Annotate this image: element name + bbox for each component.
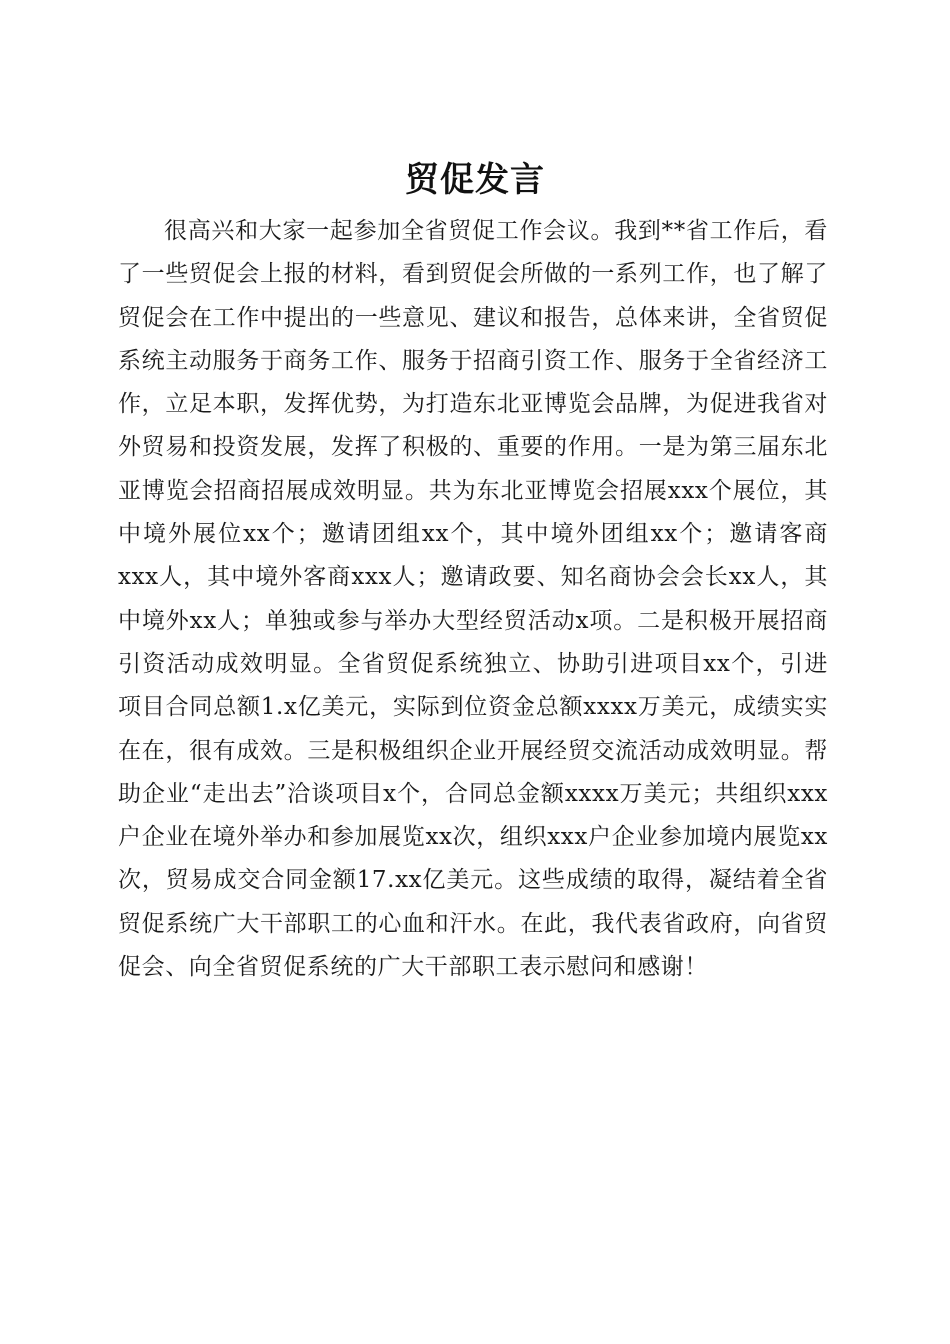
page-title: 贸促发言 <box>405 159 545 200</box>
body-paragraph: 很高兴和大家一起参加全省贸促工作会议。我到**省工作后，看了一些贸促会上报的材料，看到贸促会所做的一系列工作，也了解了贸促会在工作中提出的一些意见、建议和报告，总体来讲，全省贸促系统主动服务于商务工作、服务于招商引资工作、服务于全省经济工作，立足本职，发挥优势，为打造东北亚博览会品牌，为促进我省对外贸易和投资发展，发挥了积极的、重要的作用。一是为第三届东北亚博览会招商招展成效明显。共为东北亚博览会招展xxx个展位，其中境外展位xx个；邀请团组xx个，其中境外团组xx个；邀请客商xxx人，其中境外客商xxx人；邀请政要、知名商协会会长xx人，其中境外xx人；单独或参与举办大型经贸活动x项。二是积极开展招商引资活动成效明显。全省贸促系统独立、协助引进项目xx个，引进项目合同总额1.x亿美元，实际到位资金总额xxxx万美元，成绩实实在在，很有成效。三是积极组织企业开展经贸交流活动成效明显。帮助企业“走出去”洽谈项目x个，合同总金额xxxx万美元；共组织xxx户企业在境外举办和参加展览xx次，组织xxx户企业参加境内展览xx次，贸易成交合同金额17.xx亿美元。这些成绩的取得，凝结着全省贸促系统广大干部职工的心血和汗水。在此，我代表省政府，向省贸促会、向全省贸促系统的广大干部职工表示慰问和感谢！ <box>118 218 828 981</box>
